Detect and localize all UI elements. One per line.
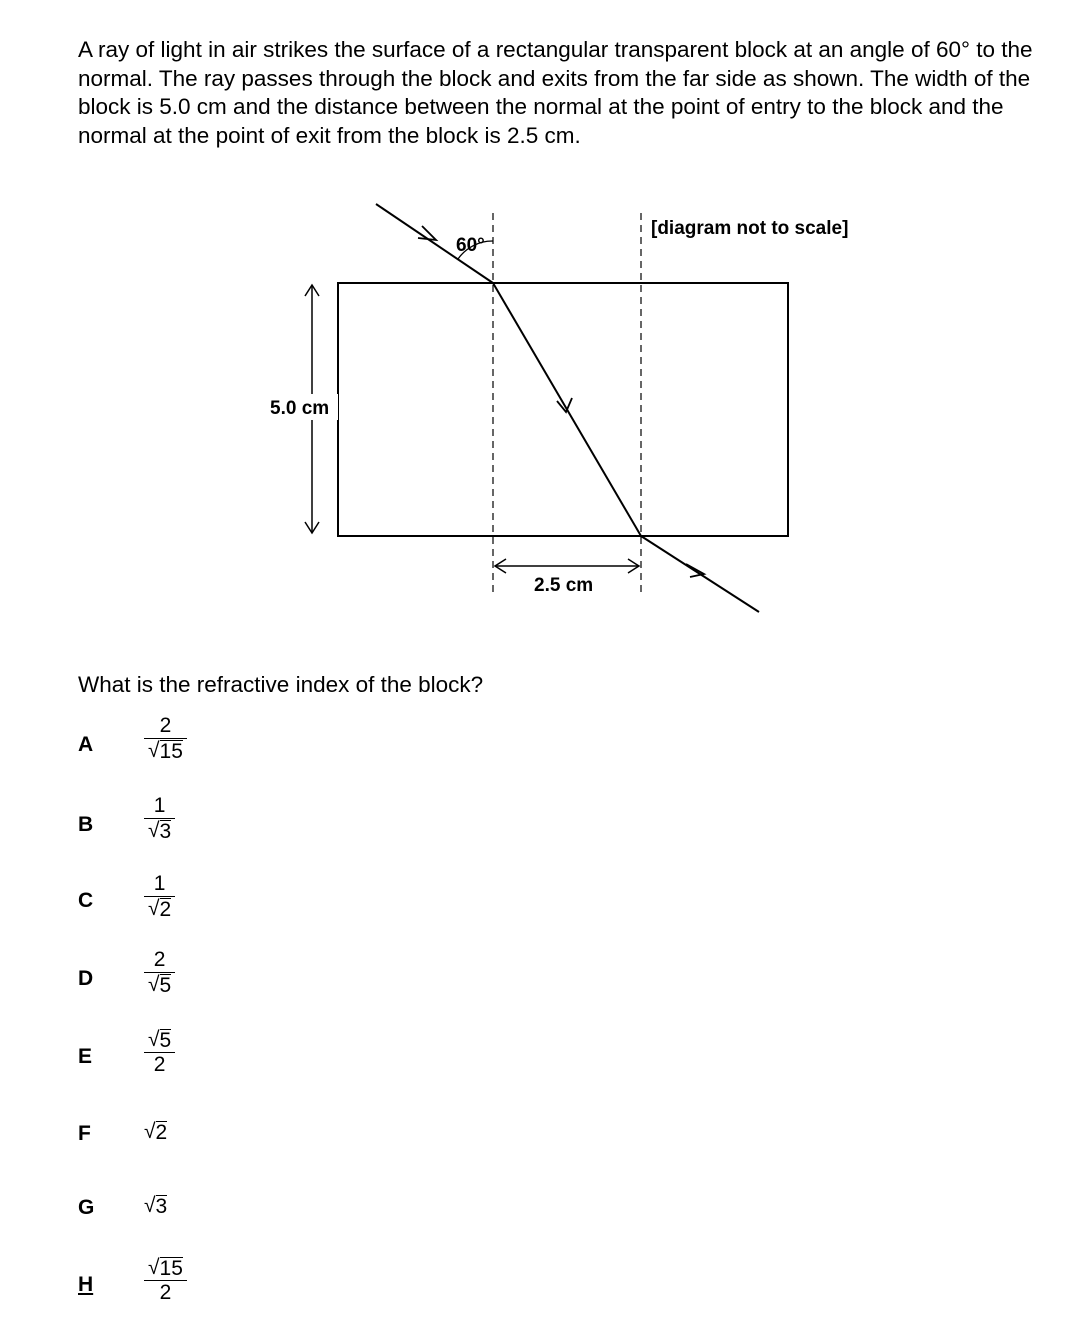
option-letter: G bbox=[78, 1196, 95, 1219]
option-value: √ 3 bbox=[144, 1194, 168, 1218]
angle-label: 60° bbox=[456, 235, 485, 256]
question-prompt: What is the refractive index of the block? bbox=[78, 672, 484, 697]
distance-label: 2.5 cm bbox=[534, 575, 594, 596]
option-letter: B bbox=[78, 813, 94, 836]
option-letter: F bbox=[78, 1122, 91, 1145]
option-letter: E bbox=[78, 1045, 93, 1068]
option-value: √ 5 2 bbox=[144, 1028, 175, 1077]
option-value: 1 √ 2 bbox=[144, 872, 175, 921]
option-letter: H bbox=[78, 1273, 94, 1296]
option-letter: D bbox=[78, 967, 94, 990]
option-letter: A bbox=[78, 733, 94, 756]
option-value: √ 2 bbox=[144, 1120, 168, 1144]
refraction-diagram bbox=[0, 0, 1080, 660]
option-value: √ 15 2 bbox=[144, 1256, 187, 1305]
option-value: 2 √ 15 bbox=[144, 714, 187, 763]
option-value: 2 √ 5 bbox=[144, 948, 175, 997]
width-label: 5.0 cm bbox=[270, 398, 330, 419]
question-stem: A ray of light in air strikes the surface of a rectangular transparent block at an angle of 60° to the normal. The ray passes through the block and exits from the far side as shown. The width of the block is 5.0 cm and the distance between the normal at the point of entry to the block and the normal at the point of exit from the block is 2.5 cm. bbox=[78, 37, 1033, 148]
option-value: 1 √ 3 bbox=[144, 794, 175, 843]
diagram-note: [diagram not to scale] bbox=[651, 218, 849, 239]
option-letter: C bbox=[78, 889, 94, 912]
